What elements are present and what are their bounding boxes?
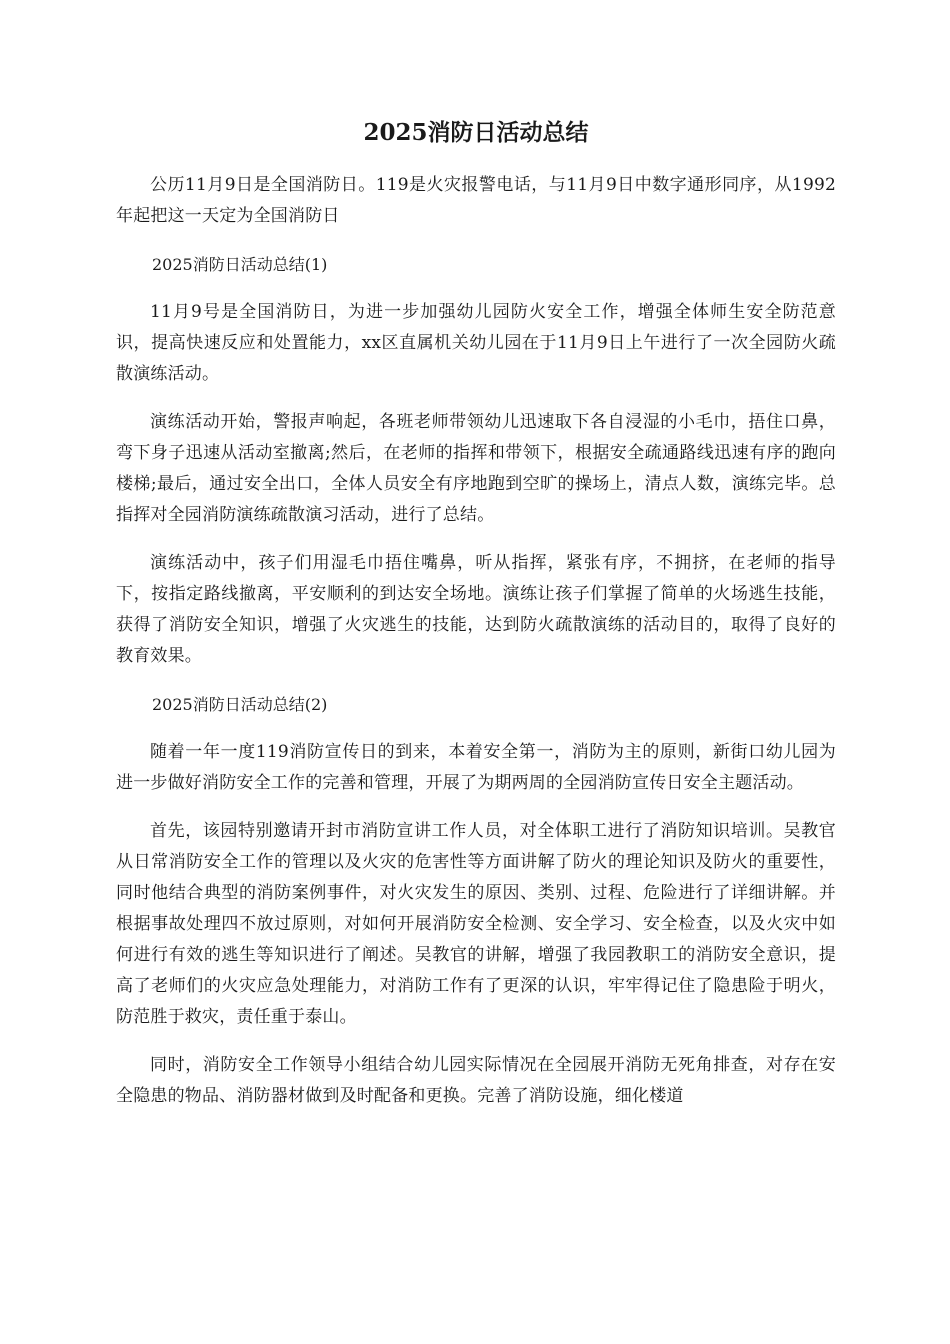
section-2-paragraph-1: 随着一年一度119消防宣传日的到来，本着安全第一，消防为主的原则，新街口幼儿园为进一步做好消防安全工作的完善和管理，开展了为期两周的全园消防宣传日安全主题活动。 <box>116 742 836 793</box>
spacer <box>116 799 836 816</box>
spacer <box>116 720 836 737</box>
section-1-paragraph-1: 11月9号是全国消防日，为进一步加强幼儿园防火安全工作，增强全体师生安全防范意识，提高快速反应和处置能力，xx区直属机关幼儿园在于11月9日上午进行了一次全园防火疏散演练活动。 <box>116 302 836 384</box>
spacer <box>116 531 836 548</box>
spacer <box>116 148 836 170</box>
spacer <box>116 1033 836 1050</box>
section-heading-1: 2025消防日活动总结(1) <box>152 255 328 274</box>
section-2-paragraph-2: 首先，该园特别邀请开封市消防宣讲工作人员，对全体职工进行了消防知识培训。吴教官从日常消防安全工作的管理以及火灾的危害性等方面讲解了防火的理论知识及防火的重要性，同时他结合典型的消防案例事件，对火灾发生的原因、类别、过程、危险进行了详细讲解。并根据事故处理四不放过原则，对如何开展消防安全检测、安全学习、安全检查，以及火灾中如何进行有效的逃生等知识进行了阐述。吴教官的讲解，增强了我园教职工的消防安全意识，提高了老师们的火灾应急处理能力，对消防工作有了更深的认识，牢牢得记住了隐患险于明火，防范胜于救灾，责任重于泰山。 <box>116 821 836 1027</box>
section-1-paragraph-2: 演练活动开始，警报声响起，各班老师带领幼儿迅速取下各自浸湿的小毛巾，捂住口鼻，弯下身子迅速从活动室撤离;然后，在老师的指挥和带领下，根据安全疏通路线迅速有序的跑向楼梯;最后，通过安全出口，全体人员安全有序地跑到空旷的操场上，清点人数，演练完毕。总指挥对全园消防演练疏散演习活动，进行了总结。 <box>116 412 836 525</box>
spacer <box>116 280 836 297</box>
section-1-paragraph-3: 演练活动中，孩子们用湿毛巾捂住嘴鼻，听从指挥，紧张有序，不拥挤，在老师的指导下，按指定路线撤离，平安顺利的到达安全场地。演练让孩子们掌握了简单的火场逃生技能，获得了消防安全知识，增强了火灾逃生的技能，达到防火疏散演练的活动目的，取得了良好的教育效果。 <box>116 553 836 666</box>
spacer <box>116 232 836 249</box>
document-title: 2025消防日活动总结 <box>363 119 589 146</box>
section-2-paragraph-3: 同时，消防安全工作领导小组结合幼儿园实际情况在全园展开消防无死角排查，对存在安全隐患的物品、消防器材做到及时配备和更换。完善了消防设施，细化楼道 <box>116 1055 836 1106</box>
spacer <box>116 672 836 689</box>
document-page <box>116 0 836 1112</box>
intro-paragraph: 公历11月9日是全国消防日。119是火灾报警电话，与11月9日中数字通形同序，从1992年起把这一天定为全国消防日 <box>116 175 836 226</box>
section-heading-2: 2025消防日活动总结(2) <box>152 695 328 714</box>
spacer <box>116 390 836 407</box>
